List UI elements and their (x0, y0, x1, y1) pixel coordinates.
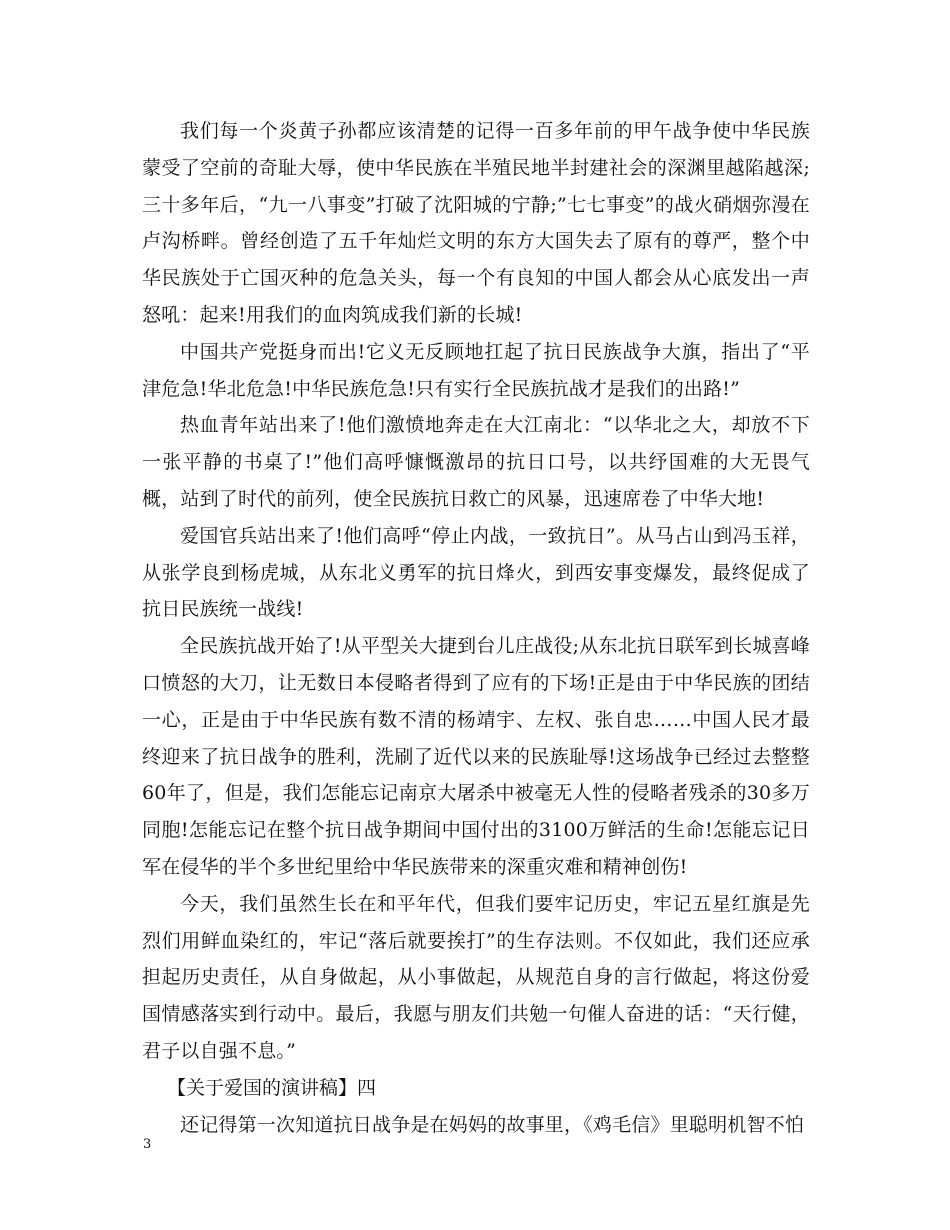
body-paragraph: 还记得第一次知道抗日战争是在妈妈的故事里，《鸡毛信》里聪明机智不怕 (180, 1113, 805, 1136)
page-number: 3 (143, 1137, 152, 1152)
body-paragraph: 爱国官兵站出来了!他们高呼“停止内战，一致抗日”。从马占山到冯玉祥，从张学良到杨虎城，从东北义勇军的抗日烽火，到西安事变爆发，最终促成了抗日民族统一战线! (142, 524, 810, 621)
document-page (142, 113, 810, 1143)
body-paragraph: 全民族抗战开始了!从平型关大捷到台儿庄战役;从东北抗日联军到长城喜峰口愤怒的大刀，让无数日本侵略者得到了应有的下场!正是由于中华民族的团结一心，正是由于中华民族有数不清的杨靖宇、左权、张自忠……中国人民才最终迎来了抗日战争的胜利，洗刷了近代以来的民族耻辱!这场战争已经过去整整60年了，但是，我们怎能忘记南京大屠杀中被毫无人性的侵略者残杀的30多万同胞!怎能忘记在整个抗日战争期间中国付出的3100万鲜活的生命!怎能忘记日军在侵华的半个多世纪里给中华民族带来的深重灾难和精神创伤! (142, 635, 810, 878)
body-paragraph: 中国共产党挺身而出!它义无反顾地扛起了抗日民族战争大旗，指出了“平津危急!华北危急!中华民族危急!只有实行全民族抗战才是我们的出路!” (142, 340, 810, 400)
body-paragraph: 我们每一个炎黄子孙都应该清楚的记得一百多年前的甲午战争使中华民族蒙受了空前的奇耻大辱，使中华民族在半殖民地半封建社会的深渊里越陷越深;三十多年后，“九一八事变”打破了沈阳城的宁静;”七七事变”的战火硝烟弥漫在卢沟桥畔。曾经创造了五千年灿烂文明的东方大国失去了原有的尊严，整个中华民族处于亡国灭种的危急关头，每一个有良知的中国人都会从心底发出一声怒吼：起来!用我们的血肉筑成我们新的长城! (142, 120, 810, 326)
body-paragraph: 热血青年站出来了!他们激愤地奔走在大江南北：“以华北之大，却放不下一张平静的书桌了!”他们高呼慷慨激昂的抗日口号，以共纾国难的大无畏气概，站到了时代的前列，使全民族抗日救亡的风暴，迅速席卷了中华大地! (142, 414, 810, 510)
section-heading: 【关于爱国的演讲稿】四 (167, 1076, 377, 1099)
body-paragraph: 今天，我们虽然生长在和平年代，但我们要牢记历史，牢记五星红旗是先烈们用鲜血染红的，牢记“落后就要挨打”的生存法则。不仅如此，我们还应承担起历史责任，从自身做起，从小事做起，从规范自身的言行做起，将这份爱国情感落实到行动中。最后，我愿与朋友们共勉一句催人奋进的话：“天行健，君子以自强不息。” (142, 892, 810, 1062)
